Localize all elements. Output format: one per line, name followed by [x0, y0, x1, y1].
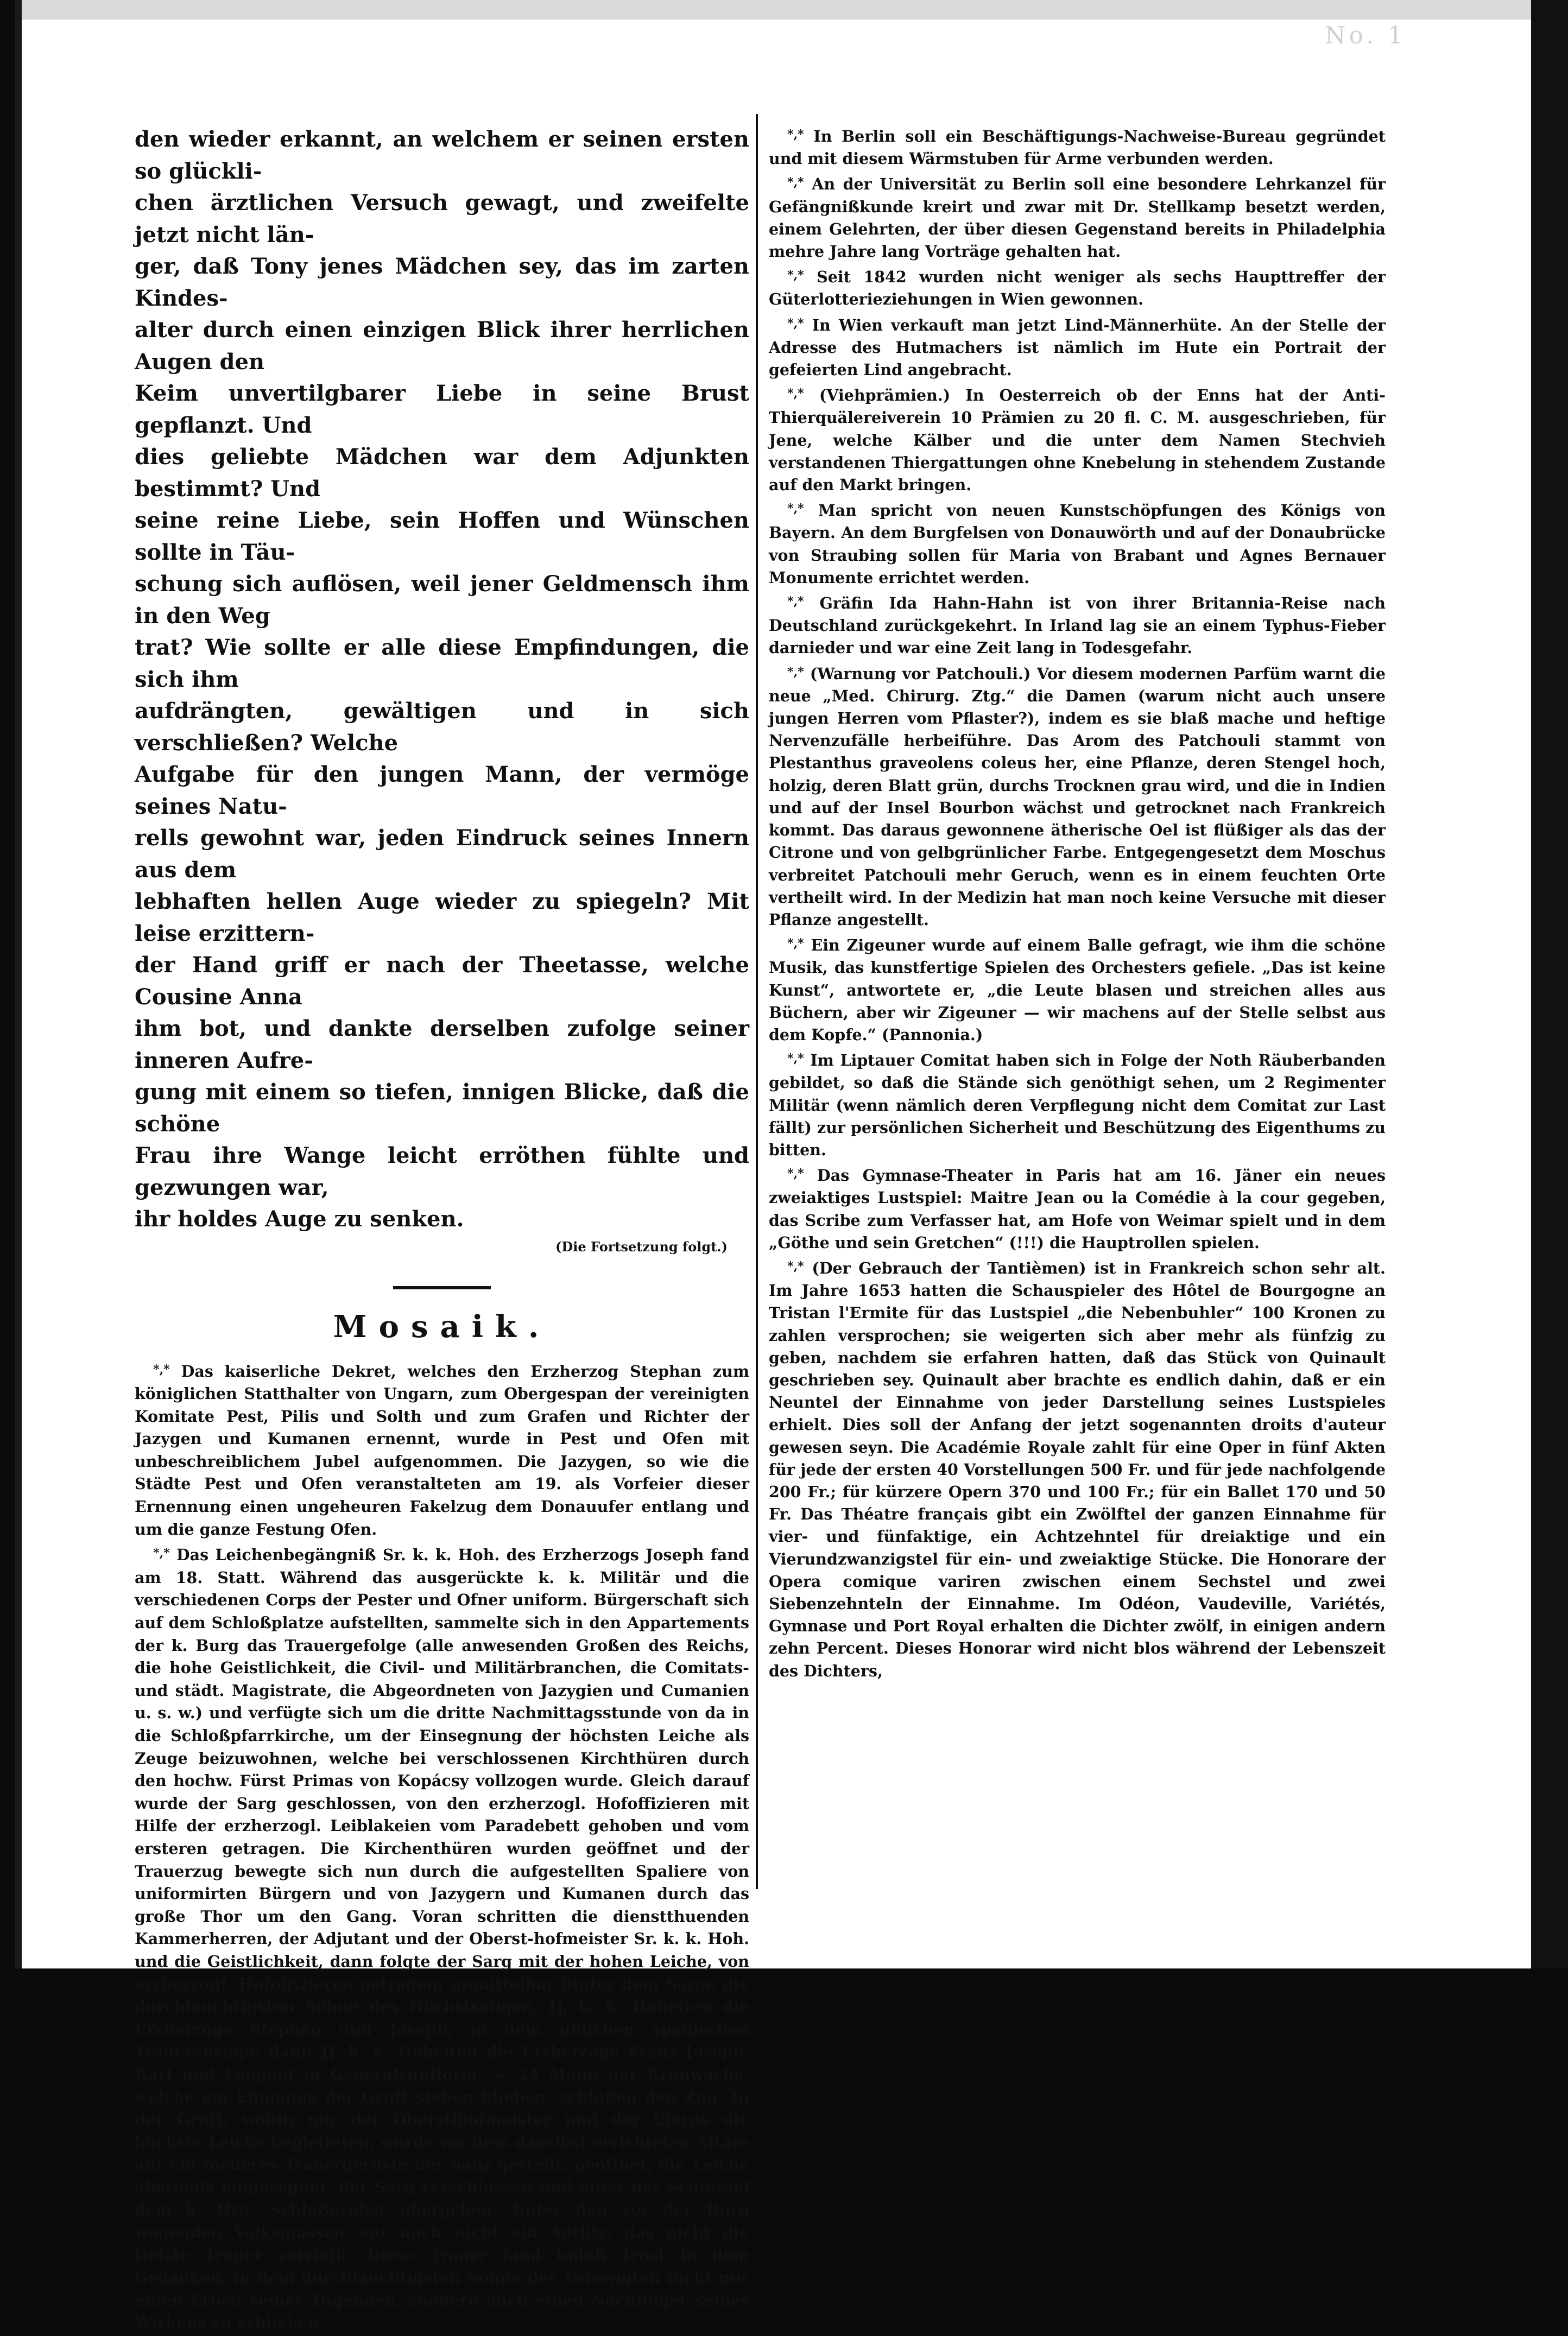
news-item: *,* Das Leichenbegängniß Sr. k. k. Hoh. des Erzherzogs Joseph fand am 18. Statt. Während das ausgerückte k. k. Militär und die verschiedenen Corps der Pester und Ofner uniform. Bürgerschaft sich auf dem Schloßplatze aufstellten, sammelte sich in den Appartements der k. Burg das Trauergefolge (alle anwesenden Großen des Reichs, die hohe Geistlichkeit, die Civil- und Militärbranchen, die Comitats- und städt. Magistrate, die Abgeordneten von Jazygien und Cumanien u. s. w.) und verfügte sich um die dritte Nachmittagsstunde von da in die Schloßpfarrkirche, um der Einsegnung der höchsten Leiche als Zeuge beizuwohnen, welche bei verschlossenen Kirchthüren durch den hochw. Fürst Primas von Kopácsy vollzogen wurde. Gleich darauf wurde der Sarg geschlossen, von den erzherzogl. Hofoffizieren mit Hilfe der erzherzogl. Leiblakeien vom Paradebett gehoben und vom ersteren getragen. Die Kirchenthüren wurden geöffnet und der Trauerzug bewegte sich nun durch die aufgestellten Spaliere von uniformirten Bürgern und von Jazygern und Kumanen durch das große Thor um den Gang. Voran schritten die dienstthuenden Kammerherren, der Adjutant und der Oberst-hofmeister Sr. k. k. Hoh. und die Geistlichkeit, dann folgte der Sarg mit der hohen Leiche, von erzherzogl. Hofoffizieren getragen; unmittelbar hinter dem Sarge die durchlauchtigsten Söhne des Höchstseligen, JJ. k. k. Hoheiten die Erzherzoge Stephan und Joseph, in dem üblichen spanischen Traueranzuge; dann JJ. k. k. Hoheiten die Erzherzoge Franz Joseph, Karl und Leopold in Generalsuniform; — 24 Mann der Kronwache, welche am Eingange der Gruft stehen blieben, schloßen den Zug. In der Gruft, wohin nur der Oberstlhofmeister und der Clerus die höchste Leiche begleiteten, wurde vor dem daselbst errichteten Altare auf ein niederes Trauergerüste der Sarg gestellt, geöffnet, die Leiche abermals eingesegnet, der Sarg verschlossen und einer der Schlüssel dem k. Hrn. Schloßprobst übergeben. Unter den vor der Burg wogenden Volksmassen war auch nicht ein Antlitz, das nicht die tiefste Trauer verrieth. Diese Trauer fand indeß Trost in dem Gedanken, in dem durchlauchtigsten Sohne des Verewigten nicht nur einen Erben seiner Tugenden, sondern auch einen Nachfolger seines Wirkens zu erblicken. — [135, 1546, 749, 2332]
section-divider — [393, 1286, 491, 1289]
news-item: *,* Gräfin Ida Hahn-Hahn ist von ihrer Britannia-Reise nach Deutschland zurückgekehrt. In Irland lag sie an einem Typhus-Fieber darnieder und war eine Zeit lang in Todesgefahr. — [769, 594, 1386, 657]
story-line: aufdrängten, gewältigen und in sich verschließen? Welche — [135, 698, 749, 756]
story-line: chen ärztlichen Versuch gewagt, und zweifelte jetzt nicht län- — [135, 190, 749, 248]
news-item: *,* (Der Gebrauch der Tantièmen) ist in Frankreich schon sehr alt. Im Jahre 1653 hatten die Schauspieler des Hôtel de Bourgogne an Tristan l'Ermite für das Lustspiel „die Nebenbuhler“ 100 Kronen zu zahlen versprochen; sie weigerten sich aber mehr als fünfzig zu geben, nachdem sie erfahren hatten, daß das Stück von Quinault geschrieben sey. Quinault aber brachte es endlich dahin, daß er ein Neuntel der Einnahme von jeder Darstellung seines Lustspieles erhielt. Dies soll der Anfang der jetzt sogenannten droits d'auteur gewesen seyn. Die Académie Royale zahlt für eine Oper in fünf Akten für jede der ersten 40 Vorstellungen 500 Fr. und für jede nachfolgende 200 Fr.; für kürzere Opern 370 und 100 Fr.; für ein Ballet 170 und 50 Fr. Das Théatre français gibt ein Zwölftel der ganzen Einnahme für vier- und fünfaktige, ein Achtzehntel für dreiaktige und ein Vierundzwanzigstel für ein- und zweiaktige Stücke. Die Honorare der Opera comique variren zwischen einem Sechstel und zwei Siebenzehnteln der Einnahme. Im Odéon, Vaudeville, Variétés, Gymnase und Port Royal erhalten die Dichter zwölf, in einigen andern zehn Percent. Dieses Honorar wird nicht blos während der Lebenszeit des Dichters, — [769, 1258, 1386, 1680]
asterism-icon: *,* — [787, 936, 804, 951]
news-item: *,* In Wien verkauft man jetzt Lind-Männerhüte. An der Stelle der Adresse des Hutmachers ist nämlich im Hute ein Portrait der gefeierten Lind angebracht. — [769, 315, 1386, 379]
story-line: alter durch einen einzigen Blick ihrer herrlichen Augen den — [135, 317, 749, 375]
story-line: der Hand griff er nach der Theetasse, welche Cousine Anna — [135, 952, 749, 1010]
novel-continuation — [135, 124, 749, 1236]
asterism-icon: *,* — [787, 664, 804, 679]
story-line: trat? Wie sollte er alle diese Empfindungen, die sich ihm — [135, 635, 749, 692]
asterism-icon: *,* — [787, 1052, 804, 1066]
asterism-icon: *,* — [787, 175, 804, 190]
continuation-note: (Die Fortsetzung folgt.) — [555, 1238, 728, 1255]
column-divider — [756, 114, 758, 1889]
story-line: ihm bot, und dankte derselben zufolge seiner inneren Aufre- — [135, 1016, 749, 1073]
asterism-icon: *,* — [787, 268, 804, 283]
right-column — [769, 124, 1386, 1684]
news-item: *,* In Berlin soll ein Beschäftigungs-Nachweise-Bureau gegründet und mit diesem Wärmstuben für Arme verbunden werden. — [769, 127, 1386, 168]
story-line: gung mit einem so tiefen, innigen Blicke, daß die schöne — [135, 1079, 749, 1137]
news-items-right — [769, 124, 1386, 1682]
story-line: den wieder erkannt, an welchem er seinen ersten so glückli- — [135, 126, 749, 184]
news-item: *,* (Warnung vor Patchouli.) Vor diesem modernen Parfüm warnt die neue „Med. Chirurg. Ztg.“ die Damen (warum nicht auch unsere jungen Herren vom Pflaster?), indem es sie blaß mache und heftige Nervenzufälle herbeiführe. Das Arom des Patchouli stammt von Plestanthus graveolens coleus her, eine Pflanze, deren Stengel hoch, holzig, deren Blatt grün, durchs Trocknen grau wird, und die in Indien und auf der Insel Bourbon wächst und getrocknet nach Frankreich kommt. Das daraus gewonnene ätherische Oel ist flüßiger als das der Citrone und von gelbgrünlicher Farbe. Entgegengesetzt dem Moschus verbreitet Patchouli mehr Geruch, wenn es in einem feuchten Orte vertheilt wird. In der Medizin hat man noch keine Versuche mit dieser Pflanze angestellt. — [769, 664, 1386, 929]
news-item: *,* (Viehprämien.) In Oesterreich ob der Enns hat der Anti-Thierquälereiverein 10 Prämien zu 20 fl. C. M. ausgeschrieben, für Jene, welche Kälber und die unter dem Namen Stechvieh verstandenen Thiergattungen ohne Knebelung in stehendem Zustande auf den Markt bringen. — [769, 386, 1386, 495]
masthead-fragment: No. 1 — [1325, 22, 1407, 49]
news-item: *,* Seit 1842 wurden nicht weniger als sechs Haupttreffer der Güterlotteriеziehungen in Wien gewonnen. — [769, 268, 1386, 309]
asterism-icon: *,* — [787, 387, 804, 401]
section-title: Mosaik. — [333, 1308, 551, 1345]
scan-right-band — [1531, 0, 1568, 1968]
asterism-icon: *,* — [787, 316, 804, 331]
story-line: ger, daß Tony jenes Mädchen sey, das im zarten Kindes- — [135, 254, 749, 311]
news-item: *,* Ein Zigeuner wurde auf einem Balle gefragt, wie ihm die schöne Musik, das kunstfertige Spielen des Orchesters gefiele. „Das ist keine Kunst“, antwortete er, „die Leute blasen und streichen alles aus Büchern, aber wir Zigeuner — wir machens auf der Stelle selbst aus dem Kopfe.“ (Pannonia.) — [769, 936, 1386, 1044]
story-line: lebhaften hellen Auge wieder zu spiegeln? Mit leise erzittern- — [135, 889, 749, 946]
scan-top-band — [22, 0, 1531, 20]
story-line: ihr holdes Auge zu senken. — [135, 1206, 464, 1232]
left-column — [135, 124, 749, 2336]
news-items-left — [135, 1359, 749, 2335]
asterism-icon: *,* — [787, 594, 804, 609]
story-line: rells gewohnt war, jeden Eindruck seines Innern aus dem — [135, 825, 749, 883]
asterism-icon: *,* — [787, 1167, 804, 1181]
story-line: Frau ihre Wange leicht erröthen fühlte und gezwungen war, — [135, 1143, 749, 1200]
news-item: *,* An der Universität zu Berlin soll eine besondere Lehrkanzel für Gefängnißkunde kreirt und zwar mit Dr. Stellkamp besetzt werden, einem Gelehrten, der über diesen Gegenstand bereits in Philadelphia mehre Jahre lang Vorträge gehalten hat. — [769, 175, 1386, 261]
news-item: *,* Das Gymnase-Theater in Paris hat am 16. Jäner ein neues zweiaktiges Lustspiel: Maitre Jean ou la Comédie à la cour gegeben, das Scribe zum Verfasser hat, am Hofe von Weimar spielt und in dem „Göthe und sein Gretchen“ (!!!) die Hauptrollen spielen. — [769, 1166, 1386, 1252]
news-item: *,* Im Liptauer Comitat haben sich in Folge der Noth Räuberbanden gebildet, so daß die Stände sich genöthigt sehen, um 2 Regimenter Militär (wenn nämlich deren Verpflegung nicht dem Comitat zur Last fällt) zur persönlichen Sicherheit und Beschützung des Eigenthums zu bitten. — [769, 1051, 1386, 1159]
story-line: dies geliebte Mädchen war dem Adjunkten bestimmt? Und — [135, 444, 749, 502]
asterism-icon: *,* — [153, 1546, 170, 1561]
news-item: *,* Man spricht von neuen Kunstschöpfungen des Königs von Bayern. An dem Burgfelsen von Donauwörth und auf der Donaubrücke von Straubing sollen für Maria von Brabant und Agnes Bernauer Monumente errichtet werden. — [769, 501, 1386, 587]
news-item: *,* Das kaiserliche Dekret, welches den Erzherzog Stephan zum königlichen Statthalter von Ungarn, zum Obergespan der vereinigten Komitate Pest, Pilis und Solth und zum Grafen und Richter der Jazygen und Kumanen ernennt, wurde in Pest und Ofen mit unbeschreiblichem Jubel aufgenommen. Die Jazygen, so wie die Städte Pest und Ofen veranstalteten am 19. als Vorfeier dieser Ernennung einen ungeheuren Fakelzug dem Donauufer entlang und um die ganze Festung Ofen. — [135, 1362, 749, 1539]
asterism-icon: *,* — [787, 1259, 804, 1274]
asterism-icon: *,* — [787, 128, 804, 142]
story-line: schung sich auflösen, weil jener Geldmensch ihm in den Weg — [135, 571, 749, 629]
asterism-icon: *,* — [787, 502, 804, 516]
story-line: Keim unvertilgbarer Liebe in seine Brust gepflanzt. Und — [135, 381, 749, 438]
story-line: seine reine Liebe, sein Hoffen und Wünschen sollte in Täu- — [135, 508, 749, 565]
story-line: Aufgabe für den jungen Mann, der vermöge seines Natu- — [135, 762, 749, 819]
asterism-icon: *,* — [153, 1362, 170, 1377]
